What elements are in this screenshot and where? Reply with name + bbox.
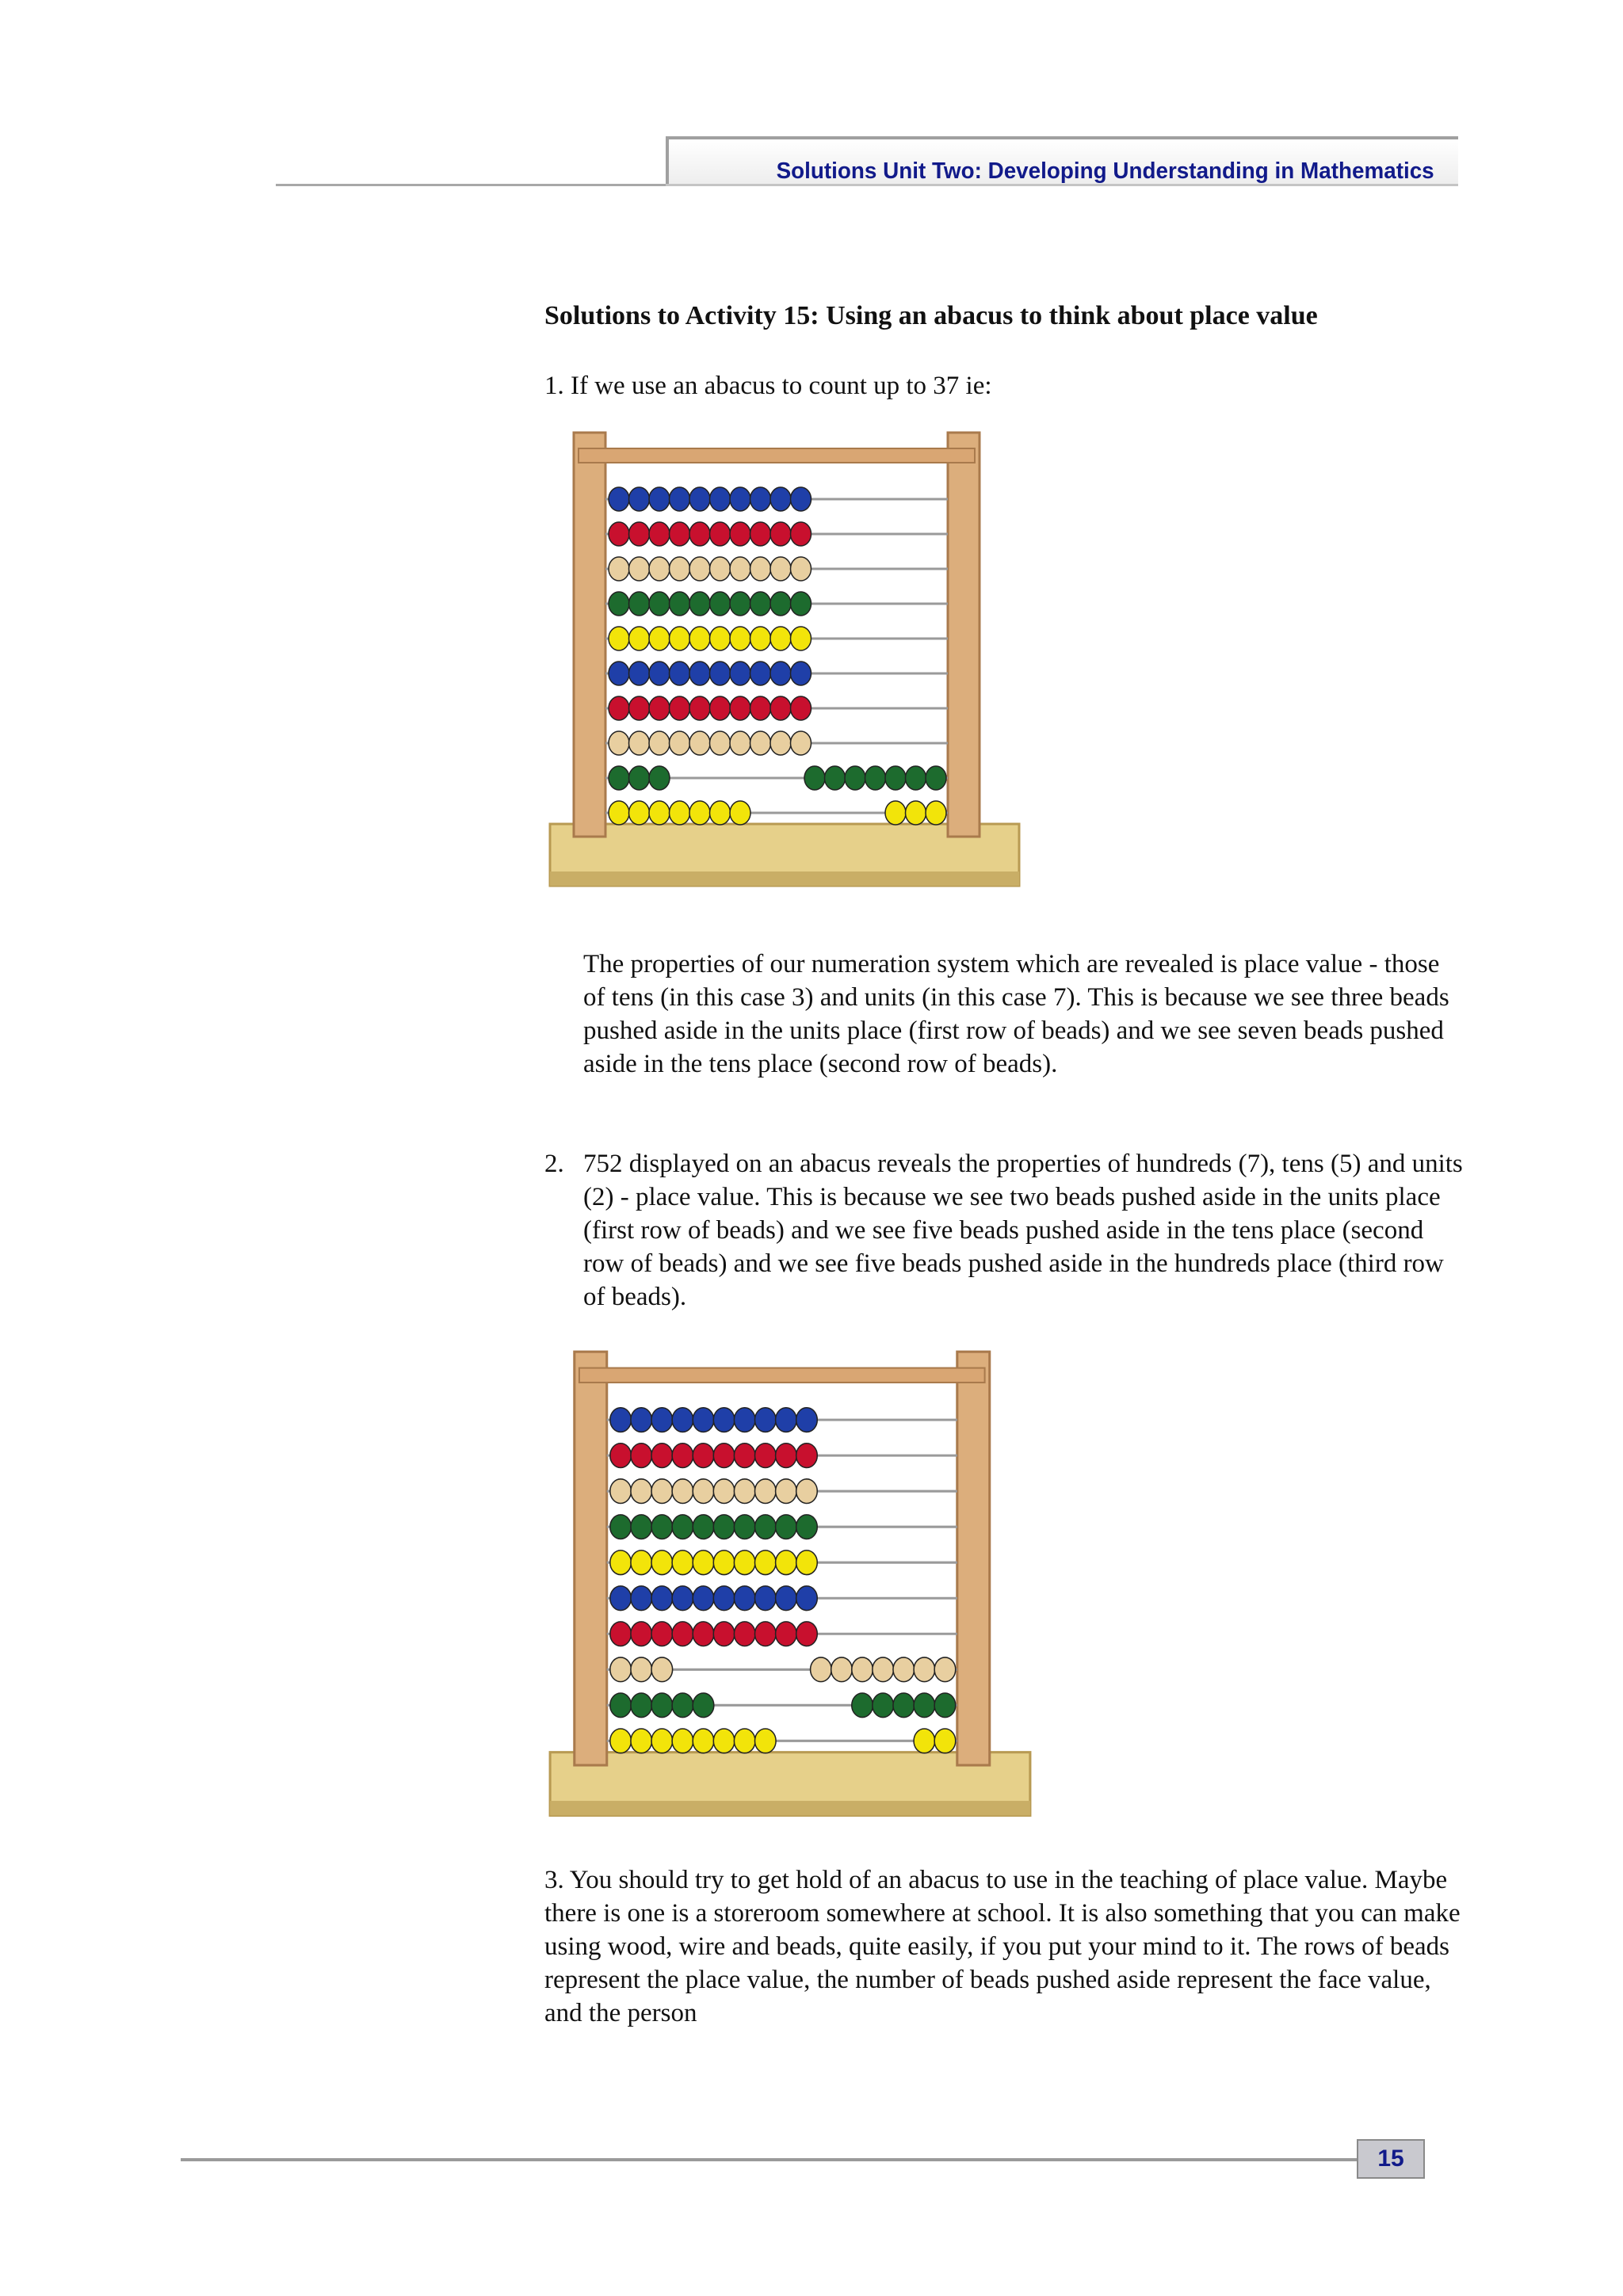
- abacus-bead: [651, 1408, 673, 1432]
- abacus-bead: [670, 557, 690, 581]
- abacus-bead: [754, 1586, 776, 1611]
- abacus-bead: [750, 557, 771, 581]
- abacus-bead: [689, 487, 710, 511]
- abacus-bead: [651, 1693, 673, 1718]
- abacus-bead: [914, 1657, 935, 1682]
- abacus-bead: [631, 1444, 652, 1468]
- abacus-bead: [926, 801, 946, 825]
- running-header-title: Solutions Unit Two: Developing Understanding in Mathematics: [776, 158, 1434, 184]
- abacus-bead: [713, 1622, 735, 1646]
- abacus-bead: [689, 696, 710, 720]
- abacus-bead: [734, 1729, 755, 1753]
- abacus-bead: [796, 1515, 818, 1539]
- abacus-bead: [770, 696, 791, 720]
- abacus-bead: [710, 696, 731, 720]
- abacus-bead: [796, 1444, 818, 1468]
- abacus-bead: [934, 1657, 956, 1682]
- abacus-bead: [750, 522, 771, 546]
- abacus-bead: [796, 1586, 818, 1611]
- abacus-bead: [750, 627, 771, 650]
- abacus-bead: [791, 522, 812, 546]
- question-1-text: 1. If we use an abacus to count up to 37 ie:: [544, 372, 992, 400]
- abacus-bead: [631, 1515, 652, 1539]
- abacus-bead: [629, 487, 650, 511]
- abacus-bead: [776, 1622, 797, 1646]
- abacus-bead: [629, 766, 650, 790]
- abacus-bead: [693, 1515, 714, 1539]
- abacus-right-post: [957, 1352, 990, 1765]
- abacus-bead: [750, 662, 771, 685]
- abacus-bead: [631, 1586, 652, 1611]
- abacus-bead: [631, 1479, 652, 1504]
- abacus-bead: [631, 1729, 652, 1753]
- abacus-bead: [693, 1444, 714, 1468]
- abacus-bead: [754, 1622, 776, 1646]
- abacus-bead: [934, 1693, 956, 1718]
- abacus-bead: [804, 766, 825, 790]
- abacus-bead: [693, 1693, 714, 1718]
- abacus-bead: [710, 627, 731, 650]
- abacus-bead: [893, 1693, 915, 1718]
- abacus-bead: [670, 487, 690, 511]
- abacus-bead: [914, 1693, 935, 1718]
- abacus-bead: [670, 662, 690, 685]
- abacus-bead: [796, 1479, 818, 1504]
- abacus-left-post: [574, 433, 605, 837]
- abacus-bead: [610, 1408, 632, 1432]
- abacus-bead: [825, 766, 846, 790]
- abacus-bead: [734, 1586, 755, 1611]
- abacus-bead: [609, 522, 629, 546]
- abacus-bead: [689, 731, 710, 755]
- abacus-bead: [776, 1550, 797, 1575]
- abacus-bead: [770, 522, 791, 546]
- abacus-bead: [609, 801, 629, 825]
- abacus-bead: [693, 1408, 714, 1432]
- abacus-bead: [629, 592, 650, 616]
- abacus-bead: [754, 1479, 776, 1504]
- abacus-bead: [750, 731, 771, 755]
- abacus-bead: [713, 1515, 735, 1539]
- abacus-bead: [791, 557, 812, 581]
- activity-heading: Solutions to Activity 15: Using an abacus to think about place value: [544, 301, 1318, 330]
- abacus-image-37: [547, 428, 1022, 903]
- abacus-bead: [713, 1444, 735, 1468]
- abacus-bead: [672, 1444, 693, 1468]
- abacus-bead: [831, 1657, 853, 1682]
- abacus-bead: [730, 487, 750, 511]
- abacus-bead: [776, 1479, 797, 1504]
- abacus-bead: [610, 1693, 632, 1718]
- abacus-bead: [865, 766, 886, 790]
- abacus-bead: [791, 592, 812, 616]
- abacus-bead: [770, 592, 791, 616]
- abacus-bead: [693, 1586, 714, 1611]
- abacus-bead: [670, 592, 690, 616]
- abacus-bead: [734, 1515, 755, 1539]
- abacus-bead: [651, 1729, 673, 1753]
- abacus-bead: [730, 662, 750, 685]
- question-3-paragraph: 3. You should try to get hold of an abacus to use in the teaching of place value. Maybe there is one is a storeroom somewhere at school. It is also something that you can make using wood, wire and beads, quite easily, if you put your mind to it. The rows of beads represent the place value, the number of beads pushed aside represent the face value, and the person: [544, 1866, 1461, 2027]
- abacus-bead: [651, 1586, 673, 1611]
- abacus-bead: [610, 1586, 632, 1611]
- abacus-bead: [914, 1729, 935, 1753]
- abacus-bead: [770, 731, 791, 755]
- abacus-bead: [750, 696, 771, 720]
- abacus-bead: [710, 731, 731, 755]
- abacus-bead: [791, 627, 812, 650]
- abacus-bead: [610, 1515, 632, 1539]
- abacus-bead: [610, 1622, 632, 1646]
- question-2-block: [544, 1147, 1464, 1314]
- abacus-bead: [670, 801, 690, 825]
- abacus-bead: [776, 1515, 797, 1539]
- abacus-bead: [672, 1408, 693, 1432]
- abacus-bead: [713, 1729, 735, 1753]
- abacus-bead: [934, 1729, 956, 1753]
- abacus-bead: [906, 766, 926, 790]
- abacus-bead: [885, 801, 906, 825]
- abacus-bead: [609, 487, 629, 511]
- abacus-bead: [730, 696, 750, 720]
- abacus-bead: [649, 522, 670, 546]
- abacus-bead: [629, 696, 650, 720]
- abacus-bead: [710, 487, 731, 511]
- abacus-bead: [629, 801, 650, 825]
- abacus-bead: [672, 1550, 693, 1575]
- abacus-bead: [873, 1693, 894, 1718]
- abacus-bead: [670, 627, 690, 650]
- abacus-bead: [730, 522, 750, 546]
- abacus-bead: [710, 662, 731, 685]
- abacus-top-bar: [579, 1368, 985, 1383]
- abacus-bead: [631, 1550, 652, 1575]
- abacus-left-post: [575, 1352, 607, 1765]
- abacus-bead: [710, 522, 731, 546]
- abacus-bead: [730, 557, 750, 581]
- abacus-bead: [670, 696, 690, 720]
- abacus-bead: [852, 1693, 873, 1718]
- abacus-bead: [811, 1657, 832, 1682]
- running-header: [666, 136, 1458, 185]
- abacus-bead: [734, 1479, 755, 1504]
- abacus-bead: [730, 592, 750, 616]
- abacus-bead: [796, 1550, 818, 1575]
- abacus-bead: [791, 731, 812, 755]
- abacus-bead: [649, 592, 670, 616]
- abacus-bead: [730, 801, 750, 825]
- abacus-bead: [672, 1479, 693, 1504]
- abacus-bead: [791, 487, 812, 511]
- abacus-bead: [734, 1550, 755, 1575]
- abacus-bead: [754, 1729, 776, 1753]
- abacus-bead: [713, 1586, 735, 1611]
- abacus-bead: [610, 1657, 632, 1682]
- abacus-bead: [791, 662, 812, 685]
- abacus-base-edge: [550, 871, 1019, 886]
- abacus-bead: [672, 1729, 693, 1753]
- abacus-bead: [770, 557, 791, 581]
- footer-rule: [181, 2158, 1360, 2161]
- abacus-bead: [689, 801, 710, 825]
- page-number: 15: [1357, 2139, 1425, 2179]
- abacus-top-bar: [579, 448, 975, 463]
- abacus-bead: [926, 766, 946, 790]
- abacus-bead: [629, 557, 650, 581]
- abacus-bead: [776, 1586, 797, 1611]
- abacus-bead: [609, 627, 629, 650]
- abacus-bead: [610, 1444, 632, 1468]
- abacus-bead: [631, 1408, 652, 1432]
- abacus-bead: [651, 1622, 673, 1646]
- abacus-bead: [689, 662, 710, 685]
- abacus-bead: [649, 766, 670, 790]
- abacus-bead: [770, 487, 791, 511]
- abacus-base-edge: [550, 1801, 1030, 1815]
- abacus-bead: [610, 1729, 632, 1753]
- abacus-bead: [689, 522, 710, 546]
- abacus-bead: [610, 1550, 632, 1575]
- abacus-bead: [845, 766, 865, 790]
- abacus-bead: [754, 1408, 776, 1432]
- abacus-bead: [609, 766, 629, 790]
- abacus-right-post: [948, 433, 980, 837]
- abacus-bead: [906, 801, 926, 825]
- abacus-bead: [689, 592, 710, 616]
- abacus-bead: [713, 1408, 735, 1432]
- abacus-bead: [689, 627, 710, 650]
- abacus-bead: [750, 487, 771, 511]
- abacus-bead: [629, 522, 650, 546]
- abacus-bead: [629, 731, 650, 755]
- abacus-bead: [710, 592, 731, 616]
- abacus-image-752: [547, 1347, 1033, 1833]
- question-2-text: 752 displayed on an abacus reveals the properties of hundreds (7), tens (5) and units (2) - place value. This is because we see two beads pushed aside in the units place (first row of beads) and we see five beads pushed aside in the tens place (second row of beads) and we see five beads pushed aside in the hundreds place (third row of beads).: [583, 1150, 1463, 1311]
- abacus-bead: [649, 627, 670, 650]
- abacus-bead: [649, 662, 670, 685]
- abacus-bead: [609, 696, 629, 720]
- abacus-bead: [649, 557, 670, 581]
- abacus-bead: [631, 1657, 652, 1682]
- abacus-bead: [750, 592, 771, 616]
- abacus-bead: [776, 1444, 797, 1468]
- abacus-bead: [651, 1657, 673, 1682]
- abacus-bead: [754, 1515, 776, 1539]
- abacus-bead: [631, 1622, 652, 1646]
- abacus-bead: [734, 1444, 755, 1468]
- abacus-bead: [609, 557, 629, 581]
- answer-1-paragraph: The properties of our numeration system which are revealed is place value - those of tens (in this case 3) and units (in this case 7). This is because we see three beads pushed aside in the units place (first row of beads) and we see seven beads pushed aside in the tens place (second row of beads).: [583, 950, 1449, 1078]
- abacus-bead: [710, 557, 731, 581]
- abacus-bead: [649, 696, 670, 720]
- abacus-bead: [609, 592, 629, 616]
- abacus-bead: [713, 1479, 735, 1504]
- abacus-bead: [693, 1729, 714, 1753]
- abacus-bead: [629, 662, 650, 685]
- abacus-bead: [796, 1622, 818, 1646]
- abacus-bead: [893, 1657, 915, 1682]
- abacus-bead: [693, 1479, 714, 1504]
- abacus-bead: [651, 1550, 673, 1575]
- abacus-bead: [670, 522, 690, 546]
- abacus-bead: [610, 1479, 632, 1504]
- abacus-bead: [689, 557, 710, 581]
- abacus-bead: [852, 1657, 873, 1682]
- abacus-bead: [713, 1550, 735, 1575]
- abacus-bead: [651, 1444, 673, 1468]
- header-rule-right: [666, 184, 1458, 186]
- abacus-bead: [730, 627, 750, 650]
- abacus-bead: [770, 627, 791, 650]
- abacus-bead: [754, 1550, 776, 1575]
- abacus-bead: [649, 487, 670, 511]
- abacus-bead: [776, 1408, 797, 1432]
- abacus-bead: [791, 696, 812, 720]
- abacus-bead: [672, 1586, 693, 1611]
- abacus-bead: [734, 1622, 755, 1646]
- abacus-bead: [649, 731, 670, 755]
- abacus-bead: [734, 1408, 755, 1432]
- abacus-bead: [770, 662, 791, 685]
- abacus-bead: [693, 1622, 714, 1646]
- abacus-bead: [693, 1550, 714, 1575]
- abacus-bead: [629, 627, 650, 650]
- abacus-bead: [885, 766, 906, 790]
- abacus-bead: [609, 662, 629, 685]
- abacus-bead: [873, 1657, 894, 1682]
- abacus-bead: [631, 1693, 652, 1718]
- question-2-number: 2.: [544, 1150, 564, 1178]
- abacus-bead: [670, 731, 690, 755]
- abacus-bead: [672, 1515, 693, 1539]
- abacus-bead: [672, 1622, 693, 1646]
- abacus-bead: [672, 1693, 693, 1718]
- abacus-bead: [754, 1444, 776, 1468]
- header-rule-left: [276, 184, 667, 186]
- abacus-bead: [796, 1408, 818, 1432]
- abacus-bead: [649, 801, 670, 825]
- abacus-bead: [730, 731, 750, 755]
- abacus-bead: [710, 801, 731, 825]
- abacus-bead: [651, 1515, 673, 1539]
- abacus-bead: [651, 1479, 673, 1504]
- abacus-bead: [609, 731, 629, 755]
